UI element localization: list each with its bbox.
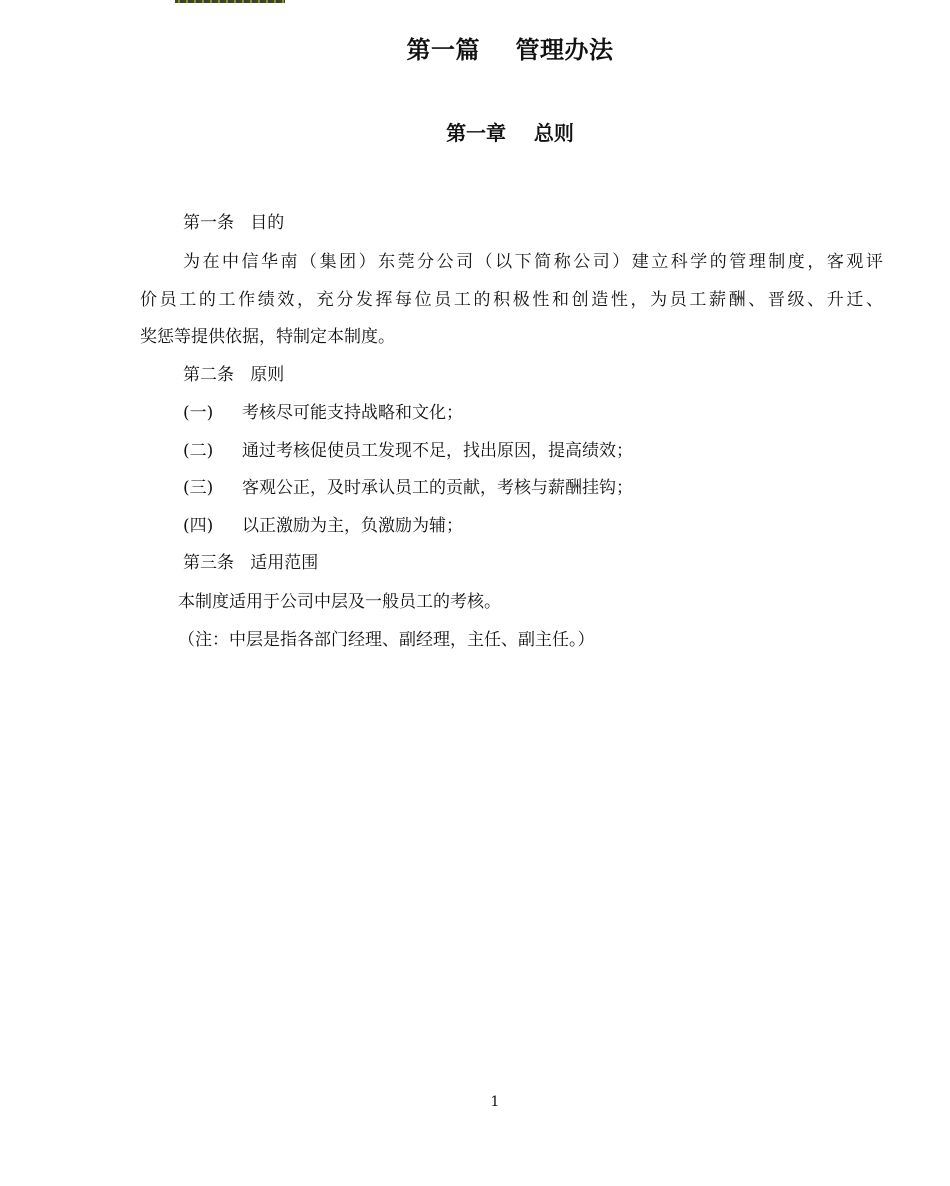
article2-item-4-number: (四) — [183, 516, 214, 536]
article2-item-1-text: 考核尽可能支持战略和文化； — [242, 403, 463, 423]
article2-item-4-text: 以正激励为主，负激励为辅； — [242, 516, 463, 536]
article3-note: （注：中层是指各部门经理、副经理，主任、副主任。） — [178, 630, 595, 650]
article2-item-3-text: 客观公正，及时承认员工的贡献，考核与薪酬挂钩； — [242, 478, 633, 498]
article2-heading: 第二条 原则 — [183, 365, 285, 385]
part-title: 第一篇 管理办法 — [406, 35, 614, 64]
article1-line-2: 价员工的工作绩效，充分发挥每位员工的积极性和创造性，为员工薪酬、晋级、升迁、 — [140, 290, 886, 310]
article3-body: 本制度适用于公司中层及一般员工的考核。 — [178, 592, 501, 612]
article1-heading: 第一条 目的 — [183, 213, 285, 233]
page-number: 1 — [490, 1094, 500, 1110]
article2-item-2-number: (二) — [183, 441, 214, 461]
chapter-title: 第一章 总则 — [446, 121, 574, 145]
header-logo-strip — [175, 0, 285, 3]
article1-line-1: 为在中信华南（集团）东莞分公司（以下简称公司）建立科学的管理制度，客观评 — [183, 252, 886, 272]
article2-item-1-number: (一) — [183, 403, 214, 423]
article3-heading: 第三条 适用范围 — [183, 553, 319, 573]
article2-item-2-text: 通过考核促使员工发现不足，找出原因，提高绩效； — [242, 441, 633, 461]
article1-line-3: 奖惩等提供依据，特制定本制度。 — [140, 327, 395, 347]
article2-item-3-number: (三) — [183, 478, 214, 498]
